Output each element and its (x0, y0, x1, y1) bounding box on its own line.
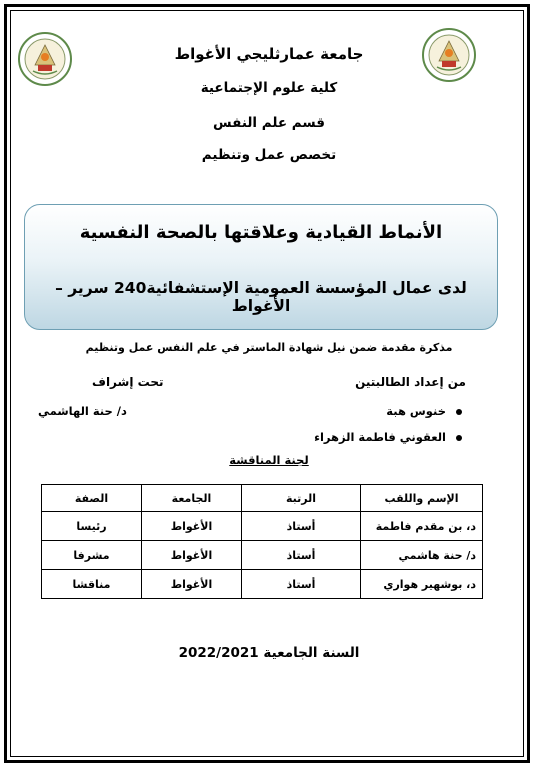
member-rank: أستاذ (242, 512, 361, 541)
header-university: الجامعة (142, 485, 242, 512)
header-rank: الرتبة (242, 485, 361, 512)
member-role: رئيسا (42, 512, 142, 541)
table-row (42, 541, 483, 570)
member-university: الأغواط (142, 570, 242, 599)
supervisor-label: تحت إشراف (92, 375, 164, 389)
supervisor-name: د/ حنة الهاشمي (38, 404, 127, 418)
header-name: الإسم واللقب (361, 485, 483, 512)
header-role: الصفة (42, 485, 142, 512)
student-name: العقوني فاطمة الزهراء (314, 430, 446, 444)
university-name: جامعة عمارثليجي الأغواط (174, 45, 364, 63)
student-item (386, 404, 462, 418)
member-role: مشرفا (42, 541, 142, 570)
member-name: د/ حنة هاشمي (361, 541, 483, 570)
memo-statement: مذكرة مقدمة ضمن نيل شهادة الماستر في علم النفس عمل وتنظيم (85, 341, 453, 354)
faculty-name: كلية علوم الإجتماعية (200, 80, 338, 96)
member-name: د، بوشهير هواري (361, 570, 483, 599)
thesis-title: الأنماط القيادية وعلاقتها بالصحة النفسية (79, 222, 443, 243)
students-label: من إعداد الطالبتين (355, 375, 466, 389)
member-name: د، بن مقدم فاطمة (361, 512, 483, 541)
member-rank: أستاذ (242, 570, 361, 599)
member-university: الأغواط (142, 512, 242, 541)
bullet-icon (456, 435, 462, 441)
member-role: مناقشا (42, 570, 142, 599)
academic-year: السنة الجامعية 2022/2021 (178, 645, 360, 661)
table-row (42, 512, 483, 541)
department-name: قسم علم النفس (213, 115, 325, 131)
member-university: الأغواط (142, 541, 242, 570)
student-name: خنوس هبة (386, 404, 446, 418)
committee-table (41, 484, 483, 599)
committee-label: لجنة المناقشة (229, 453, 309, 467)
thesis-subtitle: لدى عمال المؤسسة العمومية الإستشفائية240 سرير – الأغواط (55, 279, 467, 315)
table-row (42, 570, 483, 599)
member-rank: أستاذ (242, 541, 361, 570)
student-item (314, 430, 462, 444)
specialty-name: تخصص عمل وتنظيم (201, 147, 337, 163)
table-header-row (42, 485, 483, 512)
bullet-icon (456, 409, 462, 415)
